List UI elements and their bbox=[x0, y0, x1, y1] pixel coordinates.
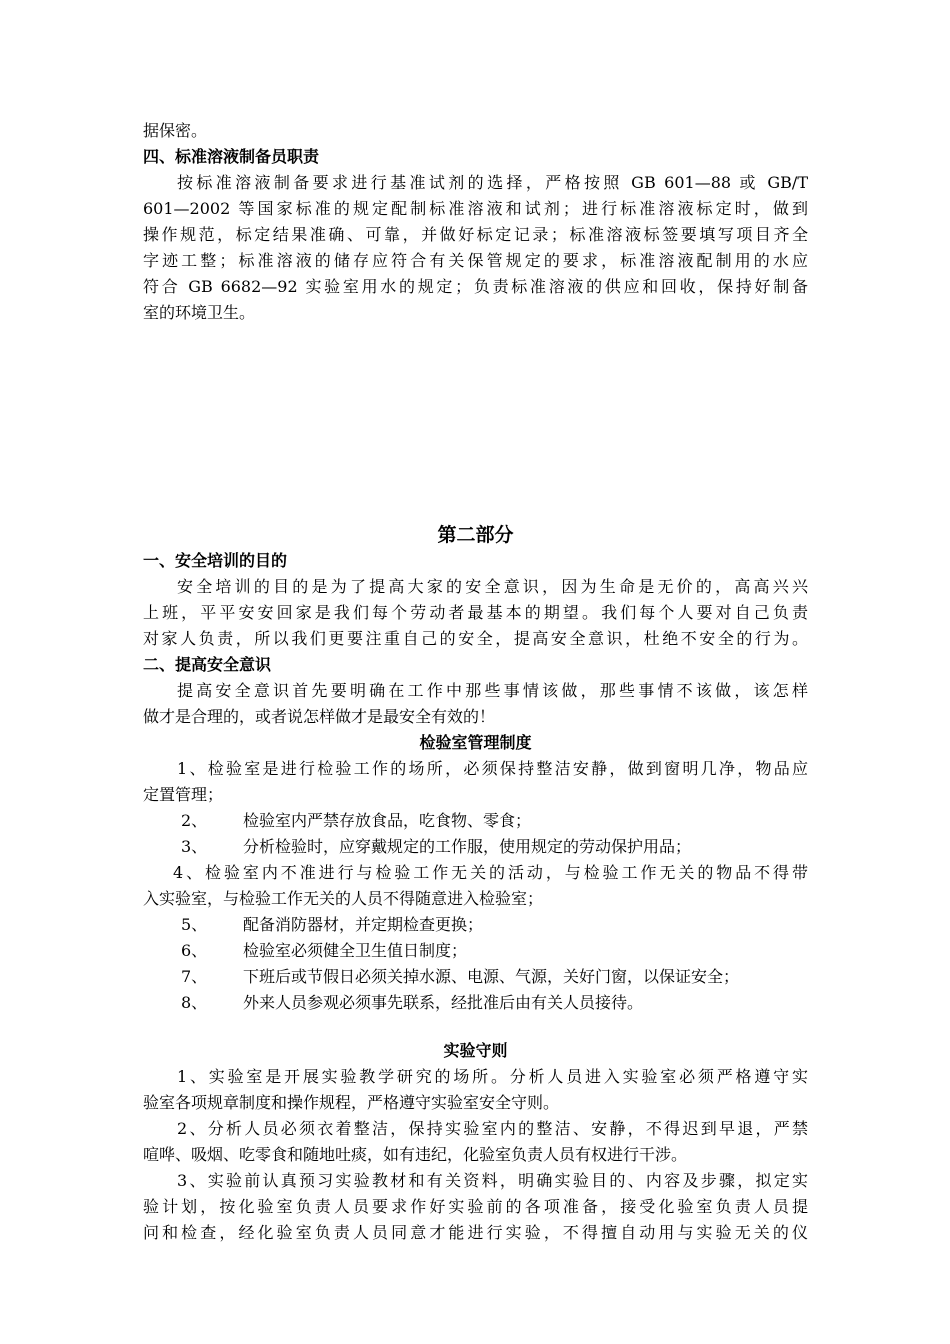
rule-number: 2、 bbox=[181, 811, 208, 830]
rule-item bbox=[143, 914, 483, 936]
part-title: 第二部分 bbox=[437, 524, 514, 546]
rule-item bbox=[143, 966, 739, 988]
paragraph-line: 上班，平平安安回家是我们每个劳动者最基本的期望。我们每个人要对自己负责 bbox=[143, 603, 808, 622]
rule-line: 定置管理； bbox=[143, 785, 224, 804]
rule-line: 验室各项规章制度和操作规程，严格遵守实验室安全守则。 bbox=[143, 1093, 560, 1112]
rule-item bbox=[143, 940, 467, 962]
rule-item bbox=[143, 810, 531, 832]
rule-line: 3、实验前认真预习实验教材和有关资料，明确实验目的、内容及步骤，拟定实 bbox=[177, 1171, 808, 1190]
rule-line: 1、检验室是进行检验工作的场所，必须保持整洁安静，做到窗明几净，物品应 bbox=[177, 759, 808, 778]
rule-text: 检验室必须健全卫生值日制度； bbox=[243, 941, 468, 960]
lab-rules-title: 检验室管理制度 bbox=[419, 733, 532, 752]
paragraph-line: 按标准溶液制备要求进行基准试剂的选择，严格按照 GB 601—88 或 GB/T bbox=[177, 173, 808, 192]
paragraph-line: 符合 GB 6682—92 实验室用水的规定；负责标准溶液的供应和回收，保持好制备 bbox=[143, 277, 808, 296]
section-heading-4: 四、标准溶液制备员职责 bbox=[143, 147, 320, 166]
rule-number: 7、 bbox=[181, 967, 208, 986]
rule-line: 验计划，按化验室负责人员要求作好实验前的各项准备，接受化验室负责人员提 bbox=[143, 1197, 808, 1216]
rule-item bbox=[143, 992, 643, 1014]
paragraph-line: 对家人负责，所以我们更要注重自己的安全，提高安全意识，杜绝不安全的行为。 bbox=[143, 629, 808, 648]
rule-number: 6、 bbox=[181, 941, 208, 960]
paragraph-line: 601—2002 等国家标准的规定配制标准溶液和试剂；进行标准溶液标定时，做到 bbox=[143, 199, 808, 218]
paragraph-line: 做才是合理的，或者说怎样做才是最安全有效的！ bbox=[143, 707, 496, 726]
paragraph-line: 字迹工整；标准溶液的储存应符合有关保管规定的要求，标准溶液配制用的水应 bbox=[143, 251, 808, 270]
rule-line: 入实验室，与检验工作无关的人员不得随意进入检验室； bbox=[143, 889, 544, 908]
rule-text: 配备消防器材，并定期检查更换； bbox=[243, 915, 484, 934]
rule-line: 喧哗、吸烟、吃零食和随地吐痰，如有违纪，化验室负责人员有权进行干涉。 bbox=[143, 1145, 688, 1164]
paragraph-line: 室的环境卫生。 bbox=[143, 303, 256, 322]
section-heading-1: 一、安全培训的目的 bbox=[143, 551, 288, 570]
rule-line: 问和检查，经化验室负责人员同意才能进行实验，不得擅自动用与实验无关的仪 bbox=[143, 1223, 808, 1242]
rule-number: 3、 bbox=[181, 837, 208, 856]
rule-text: 下班后或节假日必须关掉水源、电源、气源，关好门窗，以保证安全； bbox=[243, 967, 740, 986]
rule-item bbox=[143, 836, 691, 858]
paragraph-line: 安全培训的目的是为了提高大家的安全意识，因为生命是无价的，高高兴兴 bbox=[177, 577, 808, 596]
rule-text: 分析检验时，应穿戴规定的工作服，使用规定的劳动保护用品； bbox=[243, 837, 692, 856]
paragraph-line: 操作规范，标定结果准确、可靠，并做好标定记录；标准溶液标签要填写项目齐全 bbox=[143, 225, 808, 244]
rule-line: 4、检验室内不准进行与检验工作无关的活动，与检验工作无关的物品不得带 bbox=[173, 863, 808, 882]
rule-line: 1、实验室是开展实验教学研究的场所。分析人员进入实验室必须严格遵守实 bbox=[177, 1067, 808, 1086]
rule-text: 外来人员参观必须事先联系，经批准后由有关人员接待。 bbox=[243, 993, 644, 1012]
section-heading-2: 二、提高安全意识 bbox=[143, 655, 272, 674]
paragraph-line: 提高安全意识首先要明确在工作中那些事情该做，那些事情不该做，该怎样 bbox=[177, 681, 808, 700]
rule-number: 8、 bbox=[181, 993, 208, 1012]
exp-rules-title: 实验守则 bbox=[443, 1041, 508, 1060]
rule-number: 5、 bbox=[181, 915, 208, 934]
paragraph-tail: 据保密。 bbox=[143, 121, 208, 140]
rule-line: 2、分析人员必须衣着整洁，保持实验室内的整洁、安静，不得迟到早退，严禁 bbox=[177, 1119, 808, 1138]
rule-text: 检验室内严禁存放食品，吃食物、零食； bbox=[243, 811, 532, 830]
